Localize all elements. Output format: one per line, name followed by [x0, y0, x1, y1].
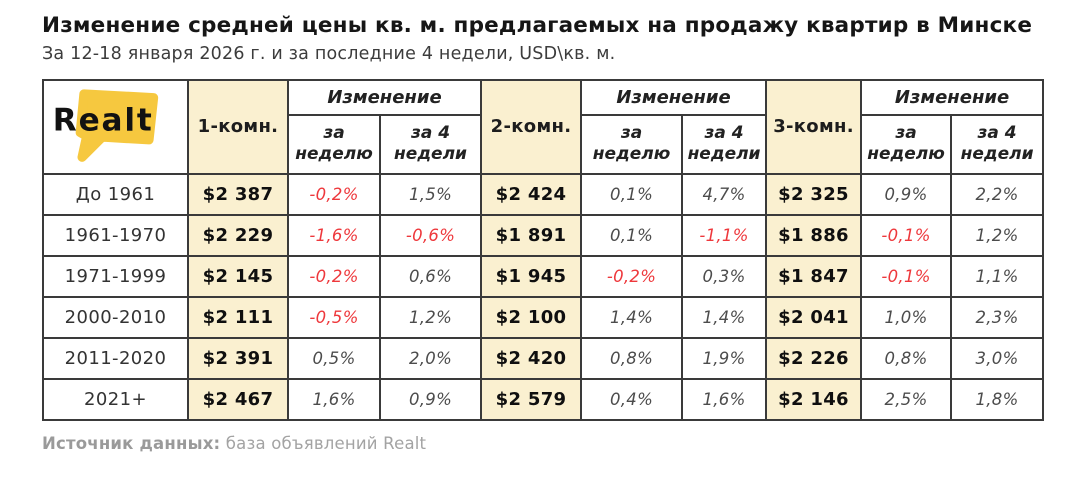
page-subtitle: За 12-18 января 2026 г. и за последние 4 недели, USD\кв. м.	[42, 43, 616, 64]
price-3room: $2 325	[766, 174, 861, 215]
realt-logo	[46, 83, 185, 171]
week-change-1room: 0,5%	[288, 338, 380, 379]
price-1room: $2 111	[188, 297, 288, 338]
column-header-3room: 3-комн.	[766, 80, 861, 174]
logo-text: Realt	[52, 102, 154, 139]
price-1room: $2 391	[188, 338, 288, 379]
period-label: 1971-1999	[43, 256, 188, 297]
week-change-3room: 0,9%	[861, 174, 951, 215]
change-header-2room: Изменение	[581, 80, 766, 115]
4week-change-1room: 0,6%	[380, 256, 481, 297]
source-value: база объявлений Realt	[225, 433, 427, 453]
4week-change-1room: 0,9%	[380, 379, 481, 420]
price-2room: $1 945	[481, 256, 581, 297]
source-label: Источник данных:	[42, 433, 221, 453]
period-label: До 1961	[43, 174, 188, 215]
logo-cell	[43, 80, 188, 174]
4week-change-2room: 4,7%	[682, 174, 766, 215]
price-1room: $2 467	[188, 379, 288, 420]
week-change-2room: 0,8%	[581, 338, 682, 379]
subheader-week-1room: за неделю	[288, 115, 380, 174]
subheader-week-3room: за неделю	[861, 115, 951, 174]
4week-change-2room: 1,9%	[682, 338, 766, 379]
4week-change-2room: 0,3%	[682, 256, 766, 297]
change-header-1room: Изменение	[288, 80, 481, 115]
week-change-2room: -0,2%	[581, 256, 682, 297]
period-label: 2011-2020	[43, 338, 188, 379]
subheader-4weeks-1room: за 4 недели	[380, 115, 481, 174]
4week-change-3room: 1,1%	[951, 256, 1043, 297]
week-change-2room: 1,4%	[581, 297, 682, 338]
4week-change-1room: -0,6%	[380, 215, 481, 256]
subheader-4weeks-2room: за 4 недели	[682, 115, 766, 174]
week-change-1room: -0,2%	[288, 256, 380, 297]
table-row	[43, 215, 1043, 256]
4week-change-1room: 1,5%	[380, 174, 481, 215]
price-3room: $2 226	[766, 338, 861, 379]
week-change-3room: -0,1%	[861, 215, 951, 256]
4week-change-3room: 1,2%	[951, 215, 1043, 256]
week-change-1room: -0,5%	[288, 297, 380, 338]
week-change-3room: -0,1%	[861, 256, 951, 297]
4week-change-2room: 1,4%	[682, 297, 766, 338]
period-label: 2000-2010	[43, 297, 188, 338]
4week-change-3room: 3,0%	[951, 338, 1043, 379]
week-change-1room: -0,2%	[288, 174, 380, 215]
week-change-2room: 0,4%	[581, 379, 682, 420]
price-2room: $2 424	[481, 174, 581, 215]
week-change-3room: 0,8%	[861, 338, 951, 379]
price-2room: $2 579	[481, 379, 581, 420]
page-title: Изменение средней цены кв. м. предлагаемых на продажу квартир в Минске	[42, 13, 1033, 38]
week-change-1room: -1,6%	[288, 215, 380, 256]
4week-change-2room: 1,6%	[682, 379, 766, 420]
week-change-2room: 0,1%	[581, 174, 682, 215]
header-row-top	[43, 80, 1043, 115]
4week-change-1room: 1,2%	[380, 297, 481, 338]
table-row	[43, 174, 1043, 215]
table-row	[43, 338, 1043, 379]
price-1room: $2 145	[188, 256, 288, 297]
realt-logo-icon	[47, 83, 185, 171]
4week-change-3room: 1,8%	[951, 379, 1043, 420]
change-header-3room: Изменение	[861, 80, 1043, 115]
price-3room: $1 886	[766, 215, 861, 256]
period-label: 1961-1970	[43, 215, 188, 256]
price-3room: $2 146	[766, 379, 861, 420]
4week-change-2room: -1,1%	[682, 215, 766, 256]
week-change-1room: 1,6%	[288, 379, 380, 420]
price-3room: $1 847	[766, 256, 861, 297]
table-row	[43, 379, 1043, 420]
column-header-1room: 1-комн.	[188, 80, 288, 174]
4week-change-1room: 2,0%	[380, 338, 481, 379]
week-change-2room: 0,1%	[581, 215, 682, 256]
subheader-week-2room: за неделю	[581, 115, 682, 174]
4week-change-3room: 2,2%	[951, 174, 1043, 215]
price-1room: $2 387	[188, 174, 288, 215]
price-2room: $2 100	[481, 297, 581, 338]
week-change-3room: 2,5%	[861, 379, 951, 420]
table-row	[43, 256, 1043, 297]
week-change-3room: 1,0%	[861, 297, 951, 338]
price-2room: $2 420	[481, 338, 581, 379]
table-row	[43, 297, 1043, 338]
price-3room: $2 041	[766, 297, 861, 338]
subheader-4weeks-3room: за 4 недели	[951, 115, 1043, 174]
price-change-table	[42, 79, 1044, 421]
4week-change-3room: 2,3%	[951, 297, 1043, 338]
data-source-note	[42, 434, 1040, 453]
column-header-2room: 2-комн.	[481, 80, 581, 174]
period-label: 2021+	[43, 379, 188, 420]
price-2room: $1 891	[481, 215, 581, 256]
price-1room: $2 229	[188, 215, 288, 256]
